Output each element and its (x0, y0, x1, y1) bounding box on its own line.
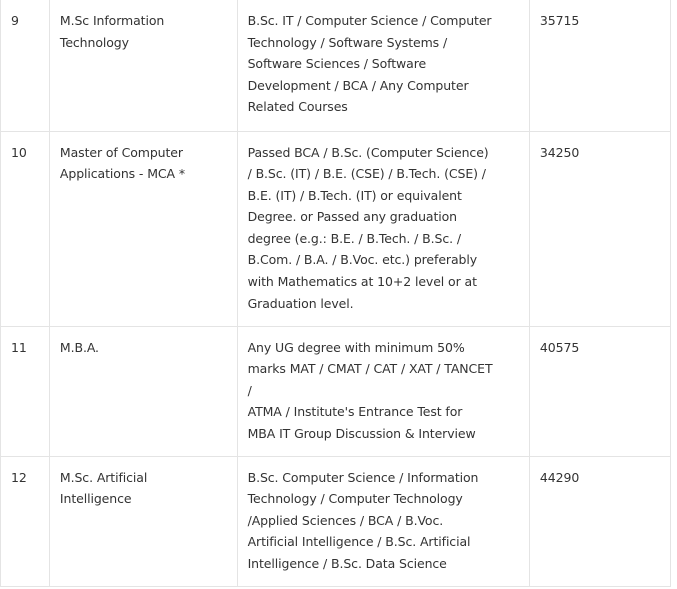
course-name-line: M.Sc Information (59, 13, 165, 28)
eligibility-line: /Applied Sciences / BCA / B.Voc. (247, 512, 444, 528)
eligibility-line: / B.Sc. (IT) / B.E. (CSE) / B.Tech. (CSE) / (247, 166, 486, 182)
eligibility-line: B.E. (IT) / B.Tech. (IT) or equivalent (247, 187, 462, 203)
eligibility-line: Graduation level. (247, 295, 354, 311)
table-row (1, 326, 671, 456)
course-name-line: Master of Computer (59, 144, 183, 160)
eligibility-line: Software Sciences / Software (247, 56, 427, 72)
eligibility-line: Degree. or Passed any graduation (247, 209, 458, 225)
eligibility-line: degree (e.g.: B.E. / B.Tech. / B.Sc. / (247, 230, 461, 246)
eligibility-cell (237, 131, 529, 326)
eligibility-line: Intelligence / B.Sc. Data Science (247, 555, 447, 571)
eligibility-line: Any UG degree with minimum 50% (247, 339, 465, 355)
course-name-cell (49, 131, 237, 326)
eligibility-line: Technology / Software Systems / (247, 34, 448, 50)
eligibility-line: B.Sc. IT / Computer Science / Computer (247, 13, 492, 28)
serial-number-cell: 12 (1, 456, 50, 586)
course-name-cell (49, 456, 237, 586)
serial-number-cell: 11 (1, 326, 50, 456)
eligibility-line: MBA IT Group Discussion & Interview (247, 425, 476, 441)
eligibility-line: B.Com. / B.A. / B.Voc. etc.) preferably (247, 252, 478, 268)
course-name-line: Intelligence (59, 491, 132, 507)
table-row (1, 456, 671, 586)
fee-cell: 35715 (529, 0, 670, 131)
fee-cell: 44290 (529, 456, 670, 586)
eligibility-cell (237, 326, 529, 456)
table-row (1, 131, 671, 326)
course-name-cell (49, 326, 237, 456)
eligibility-line: Artificial Intelligence / B.Sc. Artificial (247, 534, 471, 550)
eligibility-line: B.Sc. Computer Science / Information (247, 469, 479, 485)
eligibility-line: Technology / Computer Technology (247, 491, 463, 507)
eligibility-line: / (247, 382, 252, 398)
fee-cell: 40575 (529, 326, 670, 456)
eligibility-line: Passed BCA / B.Sc. (Computer Science) (247, 144, 489, 160)
serial-number-cell: 10 (1, 131, 50, 326)
table-row (1, 0, 671, 131)
course-name-cell (49, 0, 237, 131)
eligibility-cell (237, 0, 529, 131)
eligibility-line: Related Courses (247, 99, 348, 115)
eligibility-cell (237, 456, 529, 586)
course-name-line: Technology (59, 34, 129, 50)
course-name-line: M.B.A. (59, 339, 99, 355)
fee-cell: 34250 (529, 131, 670, 326)
eligibility-line: marks MAT / CMAT / CAT / XAT / TANCET (247, 361, 493, 377)
course-name-line: Applications - MCA * (59, 166, 186, 182)
eligibility-line: ATMA / Institute's Entrance Test for (247, 404, 463, 420)
serial-number-cell: 9 (1, 0, 50, 131)
course-name-line: M.Sc. Artificial (59, 469, 148, 485)
eligibility-line: Development / BCA / Any Computer (247, 77, 469, 93)
eligibility-line: with Mathematics at 10+2 level or at (247, 274, 477, 290)
